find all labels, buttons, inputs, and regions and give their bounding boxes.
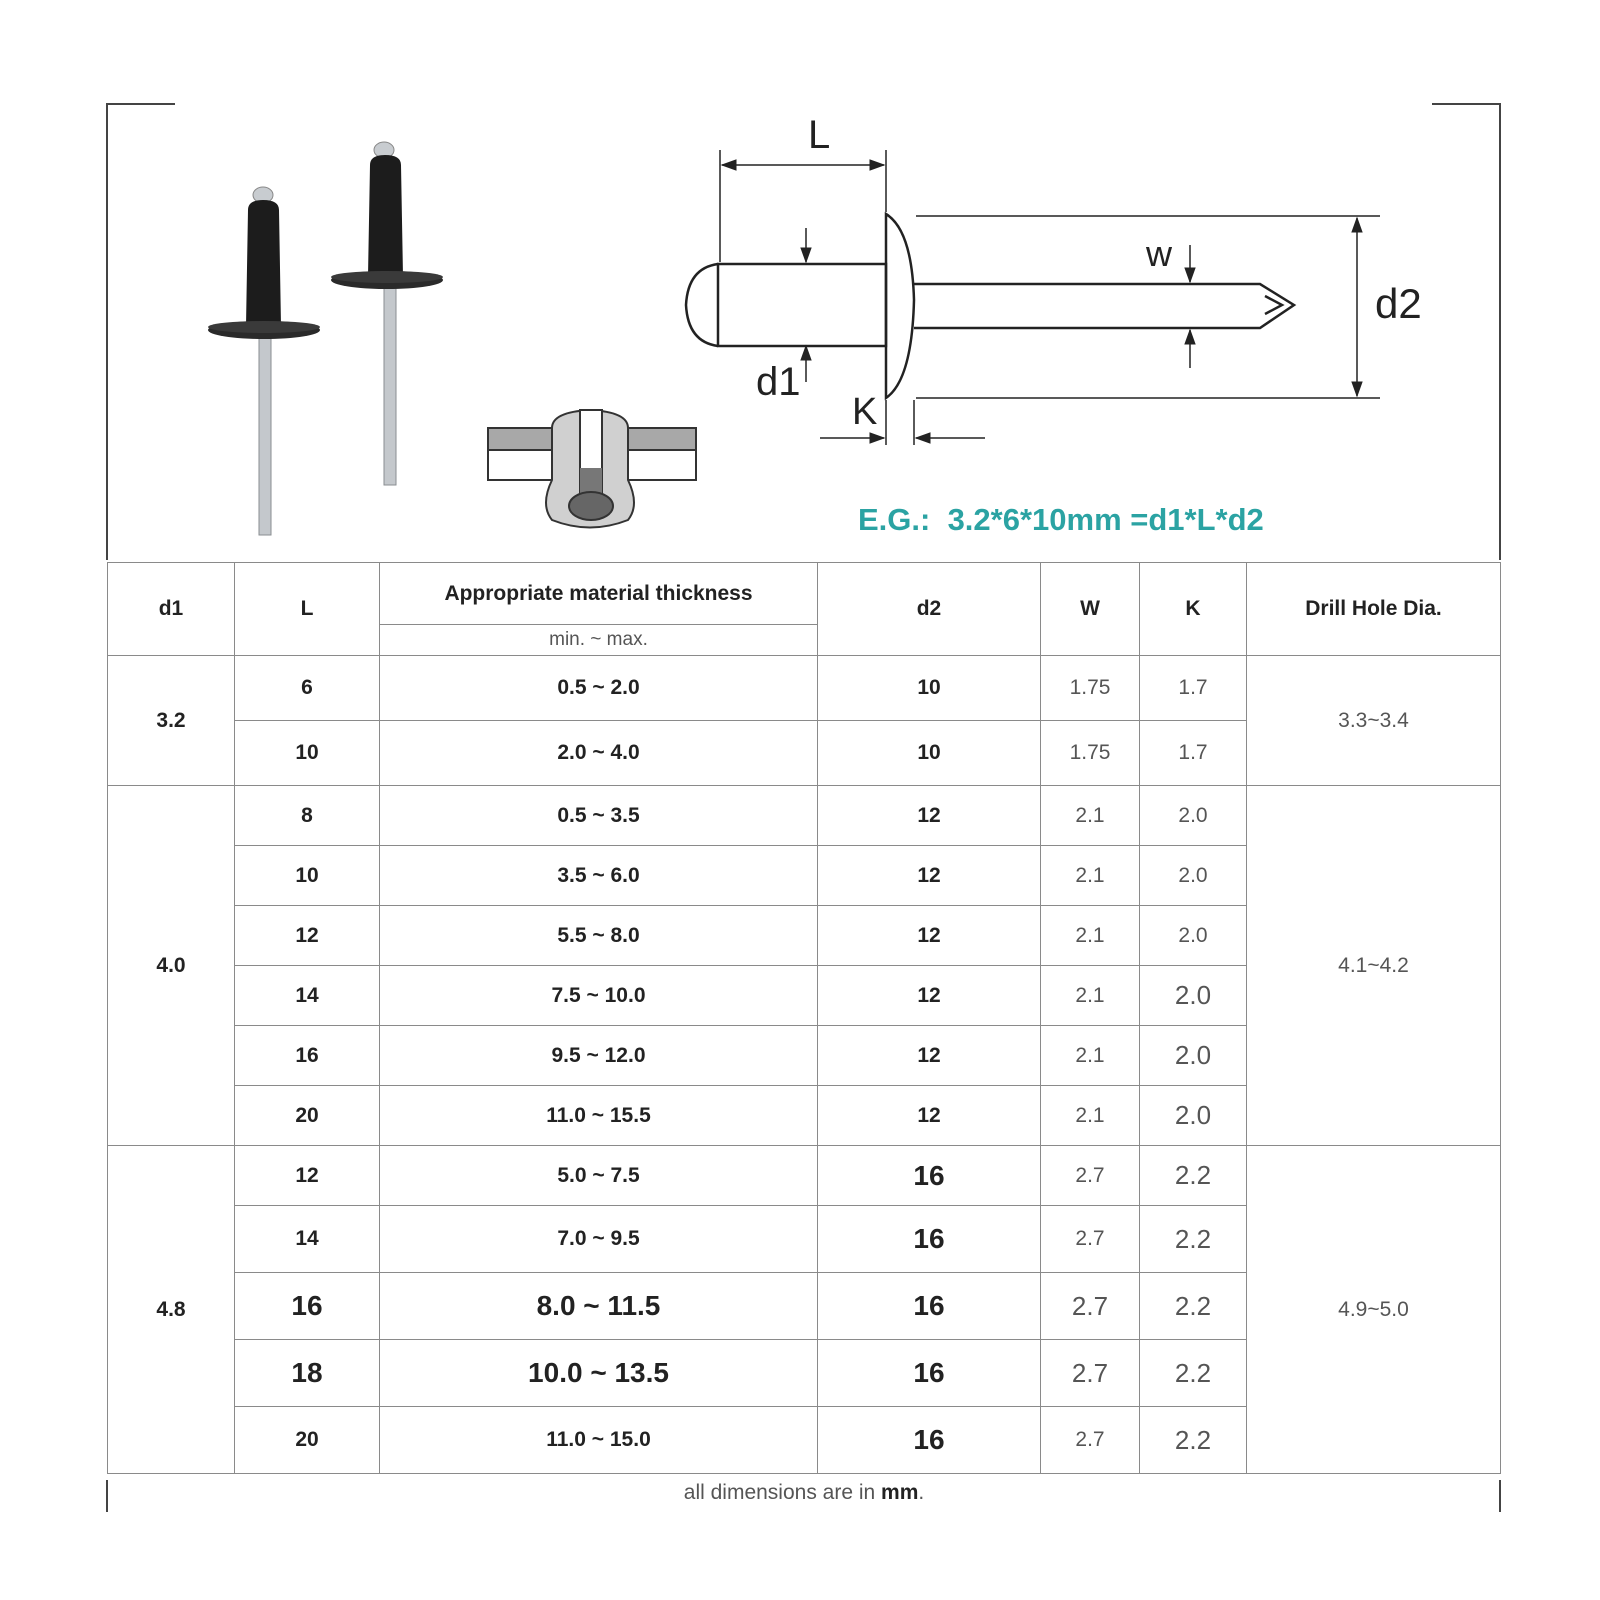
label-d1: d1 — [756, 360, 801, 404]
cell-K: 2.0 — [1140, 906, 1247, 966]
header-L: L — [235, 563, 380, 656]
cell-W: 2.7 — [1041, 1273, 1140, 1340]
cell-L: 10 — [235, 721, 380, 786]
example-formula: E.G.: 3.2*6*10mm =d1*L*d2 — [858, 502, 1264, 537]
rivet-photo-large — [331, 142, 443, 485]
cell-L: 18 — [235, 1340, 380, 1407]
cell-W: 2.1 — [1041, 786, 1140, 846]
header-W: W — [1041, 563, 1140, 656]
cell-W: 2.1 — [1041, 1026, 1140, 1086]
table-row — [108, 1146, 1501, 1206]
cell-W: 2.1 — [1041, 1086, 1140, 1146]
cell-W: 1.75 — [1041, 721, 1140, 786]
cell-d2: 16 — [818, 1407, 1041, 1474]
cell-drill: 3.3~3.4 — [1247, 656, 1501, 786]
cell-d2: 10 — [818, 721, 1041, 786]
cell-K: 1.7 — [1140, 721, 1247, 786]
cell-L: 10 — [235, 846, 380, 906]
cell-d2: 16 — [818, 1273, 1041, 1340]
header-thickness: Appropriate material thickness — [380, 563, 818, 625]
cell-W: 2.7 — [1041, 1407, 1140, 1474]
cell-K: 2.2 — [1140, 1146, 1247, 1206]
cell-L: 14 — [235, 1206, 380, 1273]
cell-thickness: 2.0 ~ 4.0 — [380, 721, 818, 786]
cell-thickness: 3.5 ~ 6.0 — [380, 846, 818, 906]
cell-thickness: 0.5 ~ 3.5 — [380, 786, 818, 846]
cell-L: 6 — [235, 656, 380, 721]
label-L: L — [808, 113, 831, 157]
cell-thickness: 11.0 ~ 15.0 — [380, 1407, 818, 1474]
cell-L: 8 — [235, 786, 380, 846]
header-thickness-sub: min. ~ max. — [380, 625, 818, 656]
cell-W: 1.75 — [1041, 656, 1140, 721]
cell-d2: 12 — [818, 1086, 1041, 1146]
cell-L: 14 — [235, 966, 380, 1026]
footnote-prefix: all dimensions are in — [683, 1481, 882, 1504]
cell-K: 2.2 — [1140, 1273, 1247, 1340]
cell-drill: 4.1~4.2 — [1247, 786, 1501, 1146]
cell-d2: 12 — [818, 906, 1041, 966]
footnote-row — [108, 1474, 1501, 1513]
header-d2: d2 — [818, 563, 1041, 656]
cell-thickness: 7.5 ~ 10.0 — [380, 966, 818, 1026]
footnote-suffix: . — [918, 1481, 925, 1504]
cell-d2: 16 — [818, 1146, 1041, 1206]
header-d1: d1 — [108, 563, 235, 656]
cell-d2: 12 — [818, 846, 1041, 906]
cell-K: 2.0 — [1140, 1026, 1247, 1086]
cell-K: 2.2 — [1140, 1206, 1247, 1273]
cell-thickness: 11.0 ~ 15.5 — [380, 1086, 818, 1146]
cell-d2: 12 — [818, 786, 1041, 846]
cell-L: 20 — [235, 1407, 380, 1474]
cell-W: 2.1 — [1041, 846, 1140, 906]
footnote-unit: mm — [881, 1481, 919, 1504]
label-K: K — [852, 391, 878, 433]
cell-K: 2.0 — [1140, 966, 1247, 1026]
label-w: w — [1146, 233, 1172, 274]
cell-L: 20 — [235, 1086, 380, 1146]
spec-table — [107, 562, 1501, 1512]
cell-K: 1.7 — [1140, 656, 1247, 721]
cell-thickness: 5.5 ~ 8.0 — [380, 906, 818, 966]
cell-thickness: 8.0 ~ 11.5 — [380, 1273, 818, 1340]
rivet-photo-small — [208, 187, 320, 535]
header-drill: Drill Hole Dia. — [1247, 563, 1501, 656]
cell-L: 12 — [235, 906, 380, 966]
cell-drill: 4.9~5.0 — [1247, 1146, 1501, 1474]
cell-W: 2.7 — [1041, 1340, 1140, 1407]
cell-K: 2.0 — [1140, 1086, 1247, 1146]
cell-L: 12 — [235, 1146, 380, 1206]
cell-K: 2.2 — [1140, 1407, 1247, 1474]
cell-thickness: 9.5 ~ 12.0 — [380, 1026, 818, 1086]
cell-d2: 12 — [818, 1026, 1041, 1086]
cell-L: 16 — [235, 1273, 380, 1340]
cell-thickness: 7.0 ~ 9.5 — [380, 1206, 818, 1273]
cell-K: 2.0 — [1140, 786, 1247, 846]
cell-d2: 12 — [818, 966, 1041, 1026]
cell-W: 2.7 — [1041, 1206, 1140, 1273]
table-row — [108, 656, 1501, 721]
cell-K: 2.2 — [1140, 1340, 1247, 1407]
cell-K: 2.0 — [1140, 846, 1247, 906]
table-header-row — [108, 563, 1501, 625]
cell-thickness: 10.0 ~ 13.5 — [380, 1340, 818, 1407]
header-K: K — [1140, 563, 1247, 656]
cell-W: 2.7 — [1041, 1146, 1140, 1206]
cell-d1: 4.0 — [108, 786, 235, 1146]
cell-thickness: 5.0 ~ 7.5 — [380, 1146, 818, 1206]
cell-d2: 16 — [818, 1206, 1041, 1273]
cell-thickness: 0.5 ~ 2.0 — [380, 656, 818, 721]
cell-W: 2.1 — [1041, 906, 1140, 966]
cell-W: 2.1 — [1041, 966, 1140, 1026]
cell-d1: 3.2 — [108, 656, 235, 786]
cell-d2: 16 — [818, 1340, 1041, 1407]
table-row — [108, 786, 1501, 846]
cell-L: 16 — [235, 1026, 380, 1086]
cell-d1: 4.8 — [108, 1146, 235, 1474]
label-d2: d2 — [1375, 280, 1422, 327]
rivet-cross-section — [488, 410, 696, 528]
cell-d2: 10 — [818, 656, 1041, 721]
footnote — [108, 1474, 1501, 1513]
